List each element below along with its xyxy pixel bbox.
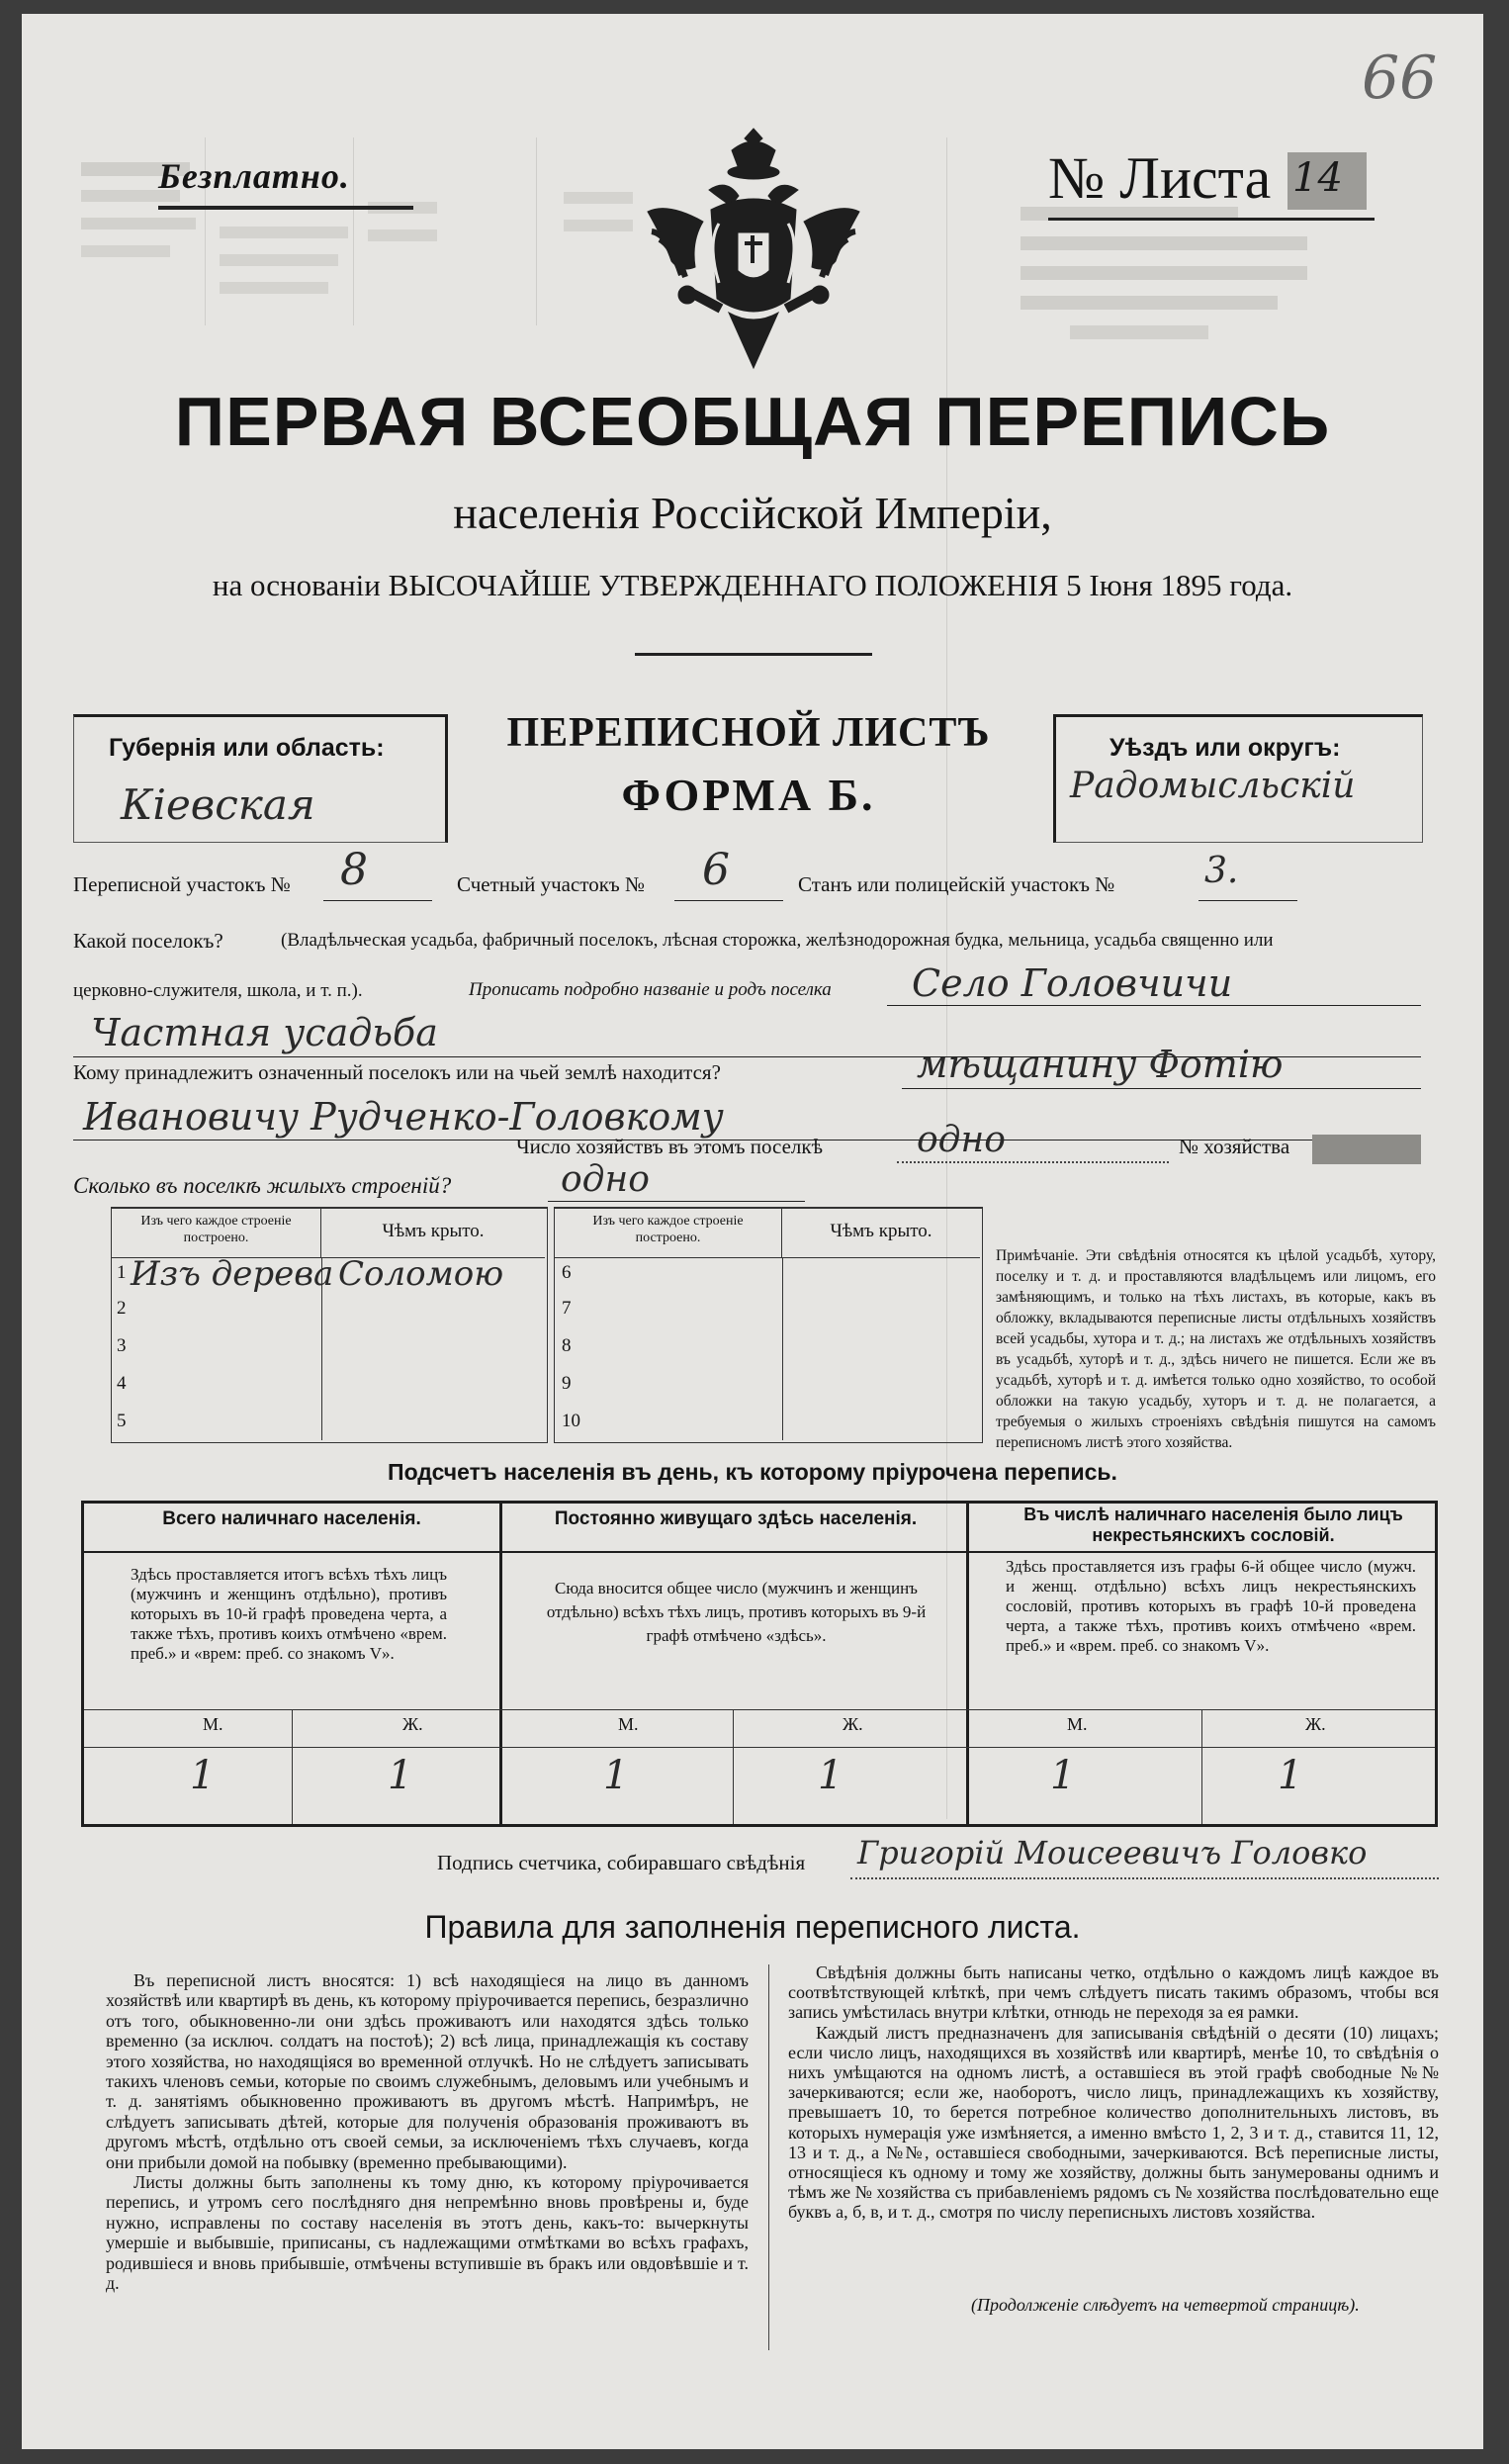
table-row-number: 3	[117, 1335, 127, 1356]
nonpeasant-male-value: 1	[1050, 1753, 1076, 1798]
resident-male-value: 1	[603, 1753, 629, 1798]
building-roof: Соломою	[338, 1254, 504, 1294]
rules-right-paragraph: Свѣдѣнія должны быть написаны четко, отдѣльно о каждомъ лицѣ каждое въ соотвѣтствующей клѣткѣ, при чемъ слѣдуетъ писать такимъ образомъ, чтобы вся запись умѣстилась внутри клѣтки, отнюдь не переходя за ея рамки.	[788, 1962, 1439, 2023]
table-row-number: 10	[562, 1411, 580, 1431]
tally-header-resident: Постоянно живущаго здѣсь населенія.	[554, 1508, 918, 1529]
roof-header: Чѣмъ крыто.	[782, 1209, 980, 1258]
stamp-underline	[158, 206, 413, 210]
province-label: Губернія или область:	[109, 734, 385, 762]
rules-right-column	[788, 1962, 1439, 2223]
police-section-value: 3.	[1204, 851, 1239, 891]
rules-left-paragraph: Въ переписной листъ вносятся: 1) всѣ находящіеся на лицо въ данномъ хозяйствѣ или квартирѣ въ день, къ которому пріурочивается перепись, безразлично отъ того, обыкновенно-ли они здѣсь проживаютъ или находятся здѣсь только временно (за исключ. солдатъ на постоѣ); 2) всѣ лица, принадлежащія къ составу этого хозяйства, но находящіяся во временной отлучкѣ. Но не слѣдуетъ записывать такихъ членовъ семьи, которые по своимъ служебнымъ, деловымъ или учебнымъ и т. д. занятіямъ обыкновенно проживаютъ въ другомъ мѣстѣ. Напримѣръ, не слѣдуетъ записывать дѣтей, которые для полученія образованія проживаютъ въ другомъ мѣстѣ, отдѣльно отъ своей семьи, за исключеніемъ тѣхъ случаевъ, когда они прибыли домой на побывку (временно пребывающими).	[106, 1970, 749, 2172]
sheet-number-label: № Листа	[1048, 145, 1272, 211]
household-number-box	[1312, 1135, 1421, 1164]
district-value: Радомысльскiй	[1070, 766, 1356, 806]
owner-line-1	[902, 1088, 1421, 1089]
table-row-number: 7	[562, 1298, 572, 1319]
tally-mf-rule-top	[84, 1709, 1435, 1710]
table-row-number: 5	[117, 1411, 127, 1431]
district-label: Уѣздъ или округъ:	[1110, 734, 1341, 762]
police-section-label: Станъ или полицейскій участокъ №	[798, 872, 1115, 896]
province-value: Кiевская	[121, 780, 315, 829]
rules-divider	[768, 1964, 769, 2350]
buildings-value: одно	[561, 1159, 650, 1200]
households-value: одно	[917, 1120, 1006, 1160]
tally-desc-nonpeasant: Здѣсь проставляется изъ графы 6-й общее число (мужч. и женщ. отдѣльно) всѣхъ лицъ некрестьянскихъ сословій, противъ которыхъ въ графѣ 10-й проведена черта, а также тѣхъ, противъ коихъ отмѣчено «врем. преб.» и «врем. преб. со знакомъ V».	[1006, 1557, 1416, 1655]
tally-header-nonpeasant: Въ числѣ наличнаго населенія было лицъ некрестьянскихъ сословій.	[1023, 1505, 1403, 1545]
total-female-value: 1	[388, 1753, 413, 1798]
table-row-number: 6	[562, 1262, 572, 1283]
total-male-value: 1	[190, 1753, 216, 1798]
settlement-value-2: Частная усадьба	[91, 1011, 438, 1054]
imperial-eagle-emblem	[640, 121, 867, 378]
signature-value: Григорiй Моисеевичъ Головко	[857, 1834, 1368, 1871]
rules-continuation: (Продолженіе слѣдуетъ на четвертой страницѣ).	[971, 2295, 1360, 2315]
owner-value-1: мѣщанину Фотiю	[917, 1043, 1284, 1086]
tally-title: Подсчетъ населенія въ день, къ которому пріурочена перепись.	[388, 1459, 1117, 1485]
female-label: Ж.	[843, 1714, 863, 1734]
note-text: Примѣчаніе. Эти свѣдѣнія относятся къ цѣлой усадьбѣ, хутору, поселку и т. д. и проставляются владѣльцемъ или лицомъ, его замѣняющимъ, и только на тѣхъ листахъ, въ которые, какъ въ обложку, вкладываются переписные листы отдѣльныхъ хозяйствъ всей усадьбы, хутора и т. д.; на листахъ же отдѣльныхъ хозяйствъ въ усадьбѣ, хуторѣ и т. д., здѣсь ничего не пишется. Если же въ усадьбѣ, хуторѣ и т. д. имѣется только одно хозяйство, то особой обложки на такую усадьбу, хуторъ и т. д. не полагается, а требуемыя о жилыхъ строеніяхъ свѣдѣнія пишутся на самомъ переписномъ листѣ этого хозяйства.	[996, 1247, 1436, 1451]
female-label: Ж.	[402, 1714, 423, 1734]
settlement-hint-2: церковно-служителя, школа, и т. п.).	[73, 980, 363, 1001]
owner-value-2: Ивановичу Рудченко-Головкому	[83, 1095, 724, 1139]
rules-left-paragraph: Листы должны быть заполнены къ тому дню, къ которому пріурочивается перепись, и утромъ сего послѣдняго дня непремѣнно вновь провѣрены и, буде нужно, исправлены по составу населенія въ этотъ день, какъ-то: вычеркнуты умершіе и выбывшіе, приписаны, съ надлежащими отмѣтками во всѣхъ графахъ, родившіеся и вновь прибывшіе, отмѣчены вступившіе въ бракъ или овдовѣвшіе и т. д.	[106, 2172, 749, 2294]
signature-line	[850, 1877, 1439, 1879]
table-row-number: 1	[117, 1262, 127, 1283]
roof-header: Чѣмъ крыто.	[321, 1209, 545, 1258]
buildings-table-left	[111, 1207, 548, 1443]
main-title: ПЕРВАЯ ВСЕОБЩАЯ ПЕРЕПИСЬ	[174, 383, 1331, 460]
tally-header-total: Всего наличнаго населенія.	[162, 1508, 421, 1529]
material-header: Изъ чего каждое строеніе построено.	[555, 1209, 782, 1258]
column-divider	[782, 1258, 783, 1440]
census-section-line	[323, 900, 432, 901]
buildings-line	[548, 1201, 805, 1202]
tally-mf-divider	[1201, 1709, 1202, 1824]
corner-page-number: 66	[1362, 44, 1438, 113]
owner-question: Кому принадлежитъ означенный поселокъ или на чьей землѣ находится?	[73, 1060, 721, 1084]
tally-mf-divider	[733, 1709, 734, 1824]
settlement-value-1: Село Головчичи	[912, 961, 1233, 1005]
table-row-number: 8	[562, 1335, 572, 1356]
free-stamp: Безплатно.	[158, 156, 350, 196]
legal-basis: на основаніи ВЫСОЧАЙШЕ УТВЕРЖДЕННАГО ПОЛОЖЕНІЯ 5 Іюня 1895 года.	[212, 568, 1293, 602]
table-row-number: 4	[117, 1373, 127, 1394]
title-rule	[635, 653, 872, 656]
settlement-instruction: Прописать подробно названіе и родъ поселка	[469, 979, 832, 1000]
tally-table	[81, 1501, 1438, 1827]
subtitle: населенія Россійской Имперіи,	[453, 488, 1052, 538]
households-line	[897, 1161, 1169, 1163]
buildings-question: Сколько въ поселкѣ жилыхъ строеній?	[73, 1173, 452, 1198]
sheet-number-value: 14	[1292, 155, 1343, 201]
female-label: Ж.	[1305, 1714, 1326, 1734]
households-label: Число хозяйствъ въ этомъ поселкѣ	[516, 1135, 823, 1158]
settlement-line-1	[887, 1005, 1421, 1006]
census-sheet	[22, 14, 1483, 2449]
rules-left-column	[106, 1970, 749, 2294]
settlement-question: Какой поселокъ?	[73, 929, 223, 953]
material-header: Изъ чего каждое строеніе построено.	[112, 1209, 321, 1258]
count-section-label: Счетный участокъ №	[457, 872, 646, 896]
male-label: М.	[1067, 1714, 1088, 1734]
tally-desc-total: Здѣсь проставляется итогъ всѣхъ тѣхъ лицъ (мужчинъ и женщинъ отдѣльно), противъ которыхъ въ 10-й графѣ проведена черта, а также тѣхъ, противъ коихъ отмѣчено «врем. преб.» и «врем: преб. со знакомъ V».	[131, 1565, 447, 1663]
resident-female-value: 1	[818, 1753, 843, 1798]
census-section-label: Переписной участокъ №	[73, 872, 291, 896]
rules-right-paragraph: Каждый листъ предназначенъ для записыванія свѣдѣній о десяти (10) лицахъ; если число лицъ, находящихся въ хозяйствѣ или квартирѣ, менѣе 10, то свѣдѣнія о нихъ умѣщаются на одномъ листѣ, а оставшіеся въ этой графѣ свободные №№ зачеркиваются; если же, наоборотъ, число лицъ, принадлежащихъ къ хозяйству, превышаетъ 10, то берется потребное количество дополнительныхъ листовъ, въ которыхъ нумерація уже измѣняется, а именно вмѣсто 1, 2, 3 и т. д., ставится 11, 12, 13 и т. д., а №№, оставшіеся свободными, зачеркиваются. Всѣ переписные листы, относящіеся къ одному и тому же хозяйству, должны быть занумерованы однимъ и тѣмъ же № хозяйства съ прибавленіемъ рядомъ съ № хозяйства послѣдовательно еще буквъ а, б, в, и т. д., смотря по числу переписныхъ листовъ хозяйства.	[788, 2022, 1439, 2223]
signature-label: Подпись счетчика, собиравшаго свѣдѣнія	[437, 1851, 806, 1874]
settlement-hint: (Владѣльческая усадьба, фабричный поселокъ, лѣсная сторожка, желѣзнодорожная будка, мельница, усадьба священно или	[281, 930, 1274, 951]
form-subtitle: ФОРМА Б.	[621, 770, 876, 820]
tally-mf-rule-bottom	[84, 1747, 1435, 1748]
census-section-value: 8	[340, 845, 368, 895]
male-label: М.	[618, 1714, 639, 1734]
tally-desc-resident: Сюда вносится общее число (мужчинъ и женщинъ отдѣльно) всѣхъ тѣхъ лицъ, противъ которыхъ въ 9-й графѣ отмѣчено «здѣсь».	[546, 1579, 927, 1645]
tally-mf-divider	[292, 1709, 293, 1824]
male-label: М.	[203, 1714, 223, 1734]
count-section-line	[674, 900, 783, 901]
buildings-table-right	[554, 1207, 983, 1443]
count-section-value: 6	[702, 845, 730, 895]
household-number-label: № хозяйства	[1179, 1135, 1290, 1158]
table-row-number: 9	[562, 1373, 572, 1394]
police-section-line	[1198, 900, 1297, 901]
tally-header-rule	[84, 1551, 1435, 1553]
sheet-number-underline	[1048, 218, 1375, 221]
table-row-number: 2	[117, 1298, 127, 1319]
rules-title: Правила для заполненія переписного листа.	[424, 1909, 1081, 1945]
form-title: ПЕРЕПИСНОЙ ЛИСТЪ	[506, 710, 991, 756]
building-material: Изъ дерева	[131, 1254, 334, 1294]
nonpeasant-female-value: 1	[1278, 1753, 1303, 1798]
